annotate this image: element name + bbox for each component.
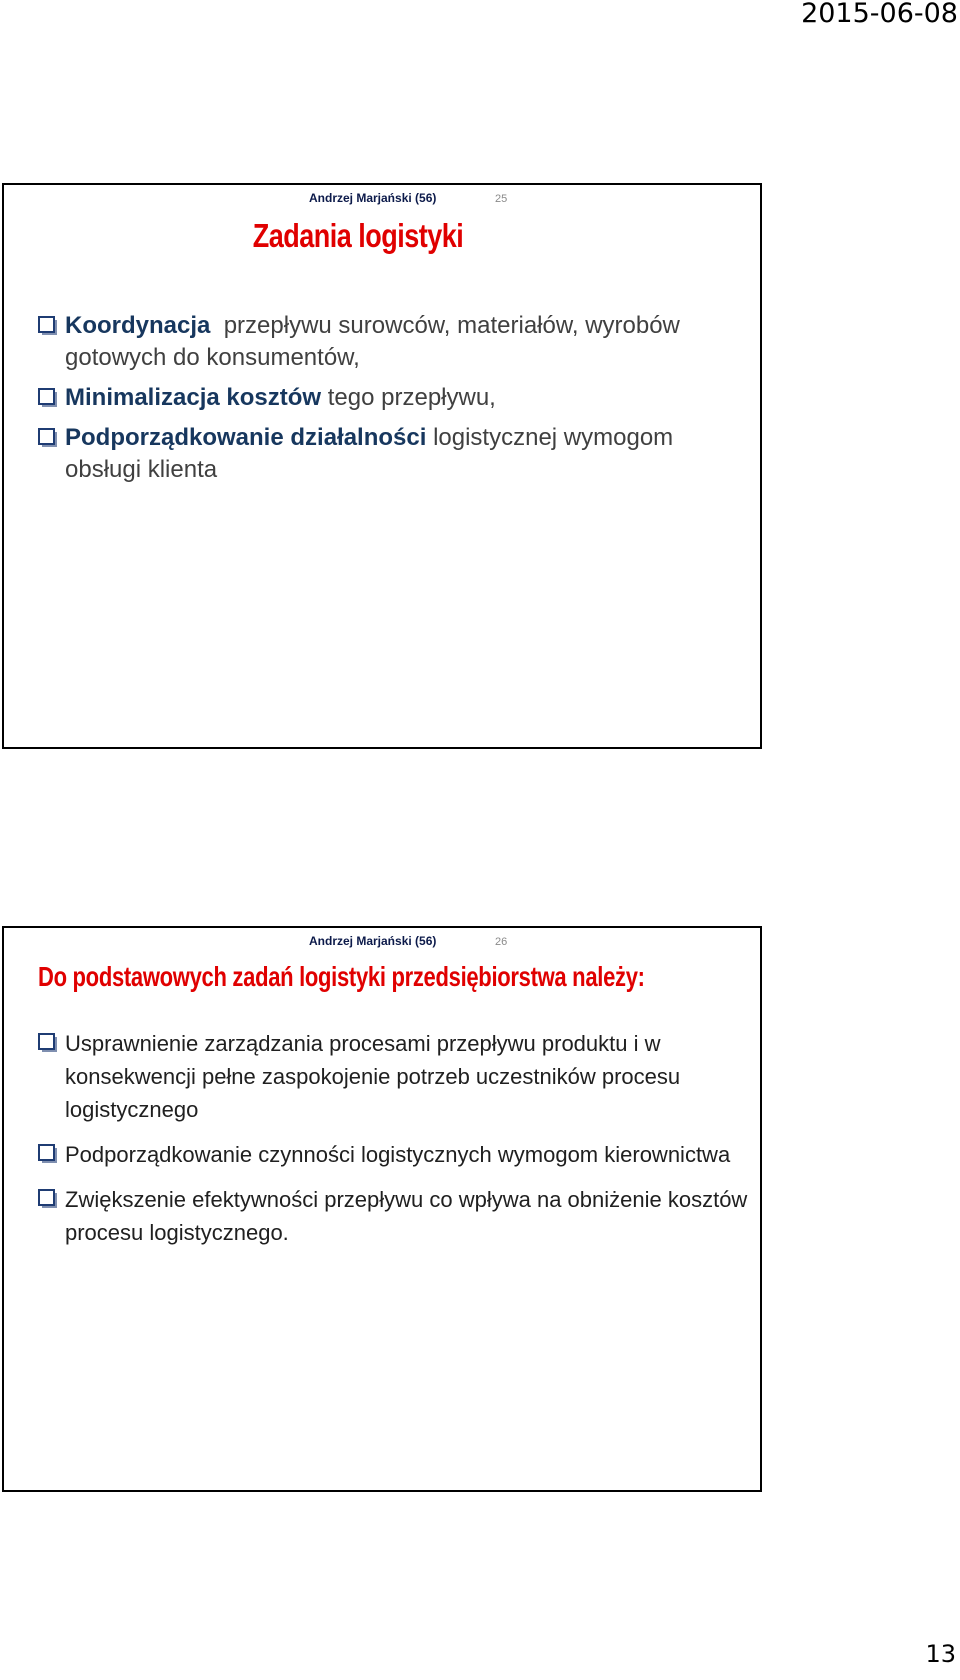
checkbox-square-icon [37,387,59,409]
bullet-item [37,422,750,486]
slide-26 [2,926,762,1492]
checkbox-square-icon [37,315,59,337]
bullet-item [37,1138,750,1171]
slide-author: Andrzej Marjański (56) [309,191,437,205]
slide-author: Andrzej Marjański (56) [309,934,437,948]
bullet-item [37,1183,750,1249]
checkbox-square-icon [37,1032,59,1054]
bullet-text: Zwiększenie efektywności przepływu co wpływa na obniżenie kosztów procesu logistycznego. [65,1187,748,1245]
bullet-text: przepływu surowców, materiałów, wyrobów gotowych do konsumentów, [65,312,687,371]
bullet-keyword: Minimalizacja kosztów [65,384,322,411]
bullet-item [37,382,750,414]
slide-title: Zadania logistyki [252,217,464,255]
bullet-list [37,310,750,494]
page-date: 2015-06-08 [801,0,958,29]
bullet-list [37,1027,750,1261]
bullet-text: Usprawnienie zarządzania procesami przepływu produktu i w konsekwencji pełne zaspokojenie potrzeb uczestników procesu logistycznego [65,1031,681,1122]
bullet-text: Podporządkowanie czynności logistycznych wymogom kierownictwa [65,1142,731,1167]
bullet-text: tego przepływu, [321,384,496,411]
checkbox-square-icon [37,1188,59,1210]
bullet-item [37,310,750,374]
slide-title: Do podstawowych zadań logistyki przedsiębiorstwa należy: [38,961,645,993]
slide-25 [2,183,762,749]
slide-number: 26 [495,936,508,948]
checkbox-square-icon [37,1143,59,1165]
bullet-item [37,1027,750,1126]
bullet-keyword: Koordynacja [65,312,211,339]
checkbox-square-icon [37,427,59,449]
bullet-text: logistycznej wymogom obsługi klienta [65,424,674,483]
bullet-keyword: Podporządkowanie działalności [65,424,427,451]
page-number: 13 [925,1640,956,1668]
slide-number: 25 [495,193,508,205]
